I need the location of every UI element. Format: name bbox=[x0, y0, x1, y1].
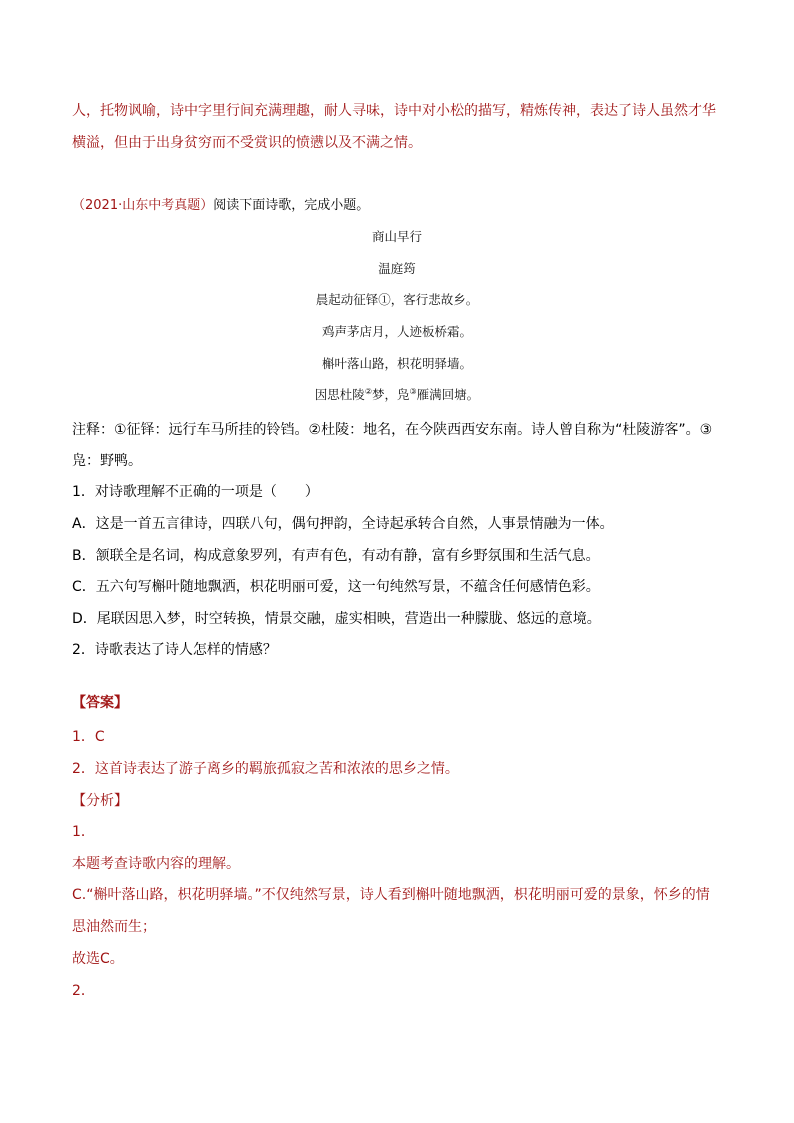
poem-line-1-part-b: ，客行悲故乡。 bbox=[390, 292, 479, 307]
answer-2: 2．这首诗表达了游子离乡的羁旅孤寂之苦和浓浓的思乡之情。 bbox=[72, 761, 459, 777]
poem-line-4-part-b: 梦，凫 bbox=[371, 387, 410, 402]
question-2: 2．诗歌表达了诗人怎样的情感？ bbox=[72, 642, 277, 658]
answer-heading: 【答案】 bbox=[72, 695, 128, 711]
question-intro bbox=[72, 196, 369, 216]
footnote-marker-1: ① bbox=[378, 292, 391, 307]
analysis-number-2: 2． bbox=[72, 983, 95, 999]
poem-line-2: 鸡声茅店月，人迹板桥霜。 bbox=[321, 324, 472, 339]
question-1: 1．对诗歌理解不正确的一项是（ ） bbox=[72, 484, 319, 500]
notes-line-2: 凫：野鸭。 bbox=[72, 453, 142, 469]
option-d: D．尾联因思入梦，时空转换，情景交融，虚实相映，营造出一种朦胧、悠远的意境。 bbox=[72, 611, 601, 627]
poem-line-4-part-c: 雁满回塘。 bbox=[416, 387, 480, 402]
analysis-heading: 【分析】 bbox=[72, 793, 128, 809]
poem-line-1-part-a: 晨起动征铎 bbox=[315, 292, 379, 307]
poem-author: 温庭筠 bbox=[378, 261, 416, 276]
answer-1: 1．C bbox=[72, 729, 105, 745]
analysis-top-line-2: 横溢，但由于出身贫穷而不受赏识的愤懑以及不满之情。 bbox=[72, 135, 422, 151]
poem-line-4 bbox=[0, 386, 794, 404]
analysis-line-1: 本题考查诗歌内容的理解。 bbox=[72, 856, 240, 872]
footnote-marker-2: ② bbox=[364, 386, 372, 396]
poem-line-4-part-a: 因思杜陵 bbox=[314, 387, 365, 402]
question-intro-text: 阅读下面诗歌，完成小题。 bbox=[213, 198, 370, 213]
footnote-marker-3: ③ bbox=[409, 386, 417, 396]
analysis-number-1: 1． bbox=[72, 824, 95, 840]
analysis-line-4: 故选C。 bbox=[72, 951, 124, 967]
question-source: （2021·山东中考真题） bbox=[72, 198, 214, 213]
poem-line-3: 槲叶落山路，枳花明驿墙。 bbox=[321, 356, 472, 371]
analysis-line-2: C.“槲叶落山路，枳花明驿墙。”不仅纯然写景，诗人看到槲叶随地飘洒，枳花明丽可爱的景象，怀乡的情 bbox=[72, 887, 710, 903]
option-c: C．五六句写槲叶随地飘洒，枳花明丽可爱，这一句纯然写景，不蕴含任何感情色彩。 bbox=[72, 579, 600, 595]
option-a: A．这是一首五言律诗，四联八句，偶句押韵，全诗起承转合自然，人事景情融为一体。 bbox=[72, 516, 614, 532]
poem-line-1 bbox=[0, 291, 794, 309]
analysis-top-line-1: 人，托物讽喻，诗中字里行间充满理趣，耐人寻味，诗中对小松的描写，精炼传神，表达了诗人虽然才华 bbox=[72, 103, 716, 119]
analysis-line-3: 思油然而生； bbox=[72, 919, 156, 935]
option-b: B．颔联全是名词，构成意象罗列，有声有色，有动有静，富有乡野氛围和生活气息。 bbox=[72, 548, 600, 564]
poem-title: 商山早行 bbox=[371, 229, 422, 244]
notes-line-1: 注释：①征铎：远行车马所挂的铃铛。②杜陵：地名，在今陕西西安东南。诗人曾自称为“杜陵游客”。③ bbox=[72, 422, 713, 438]
